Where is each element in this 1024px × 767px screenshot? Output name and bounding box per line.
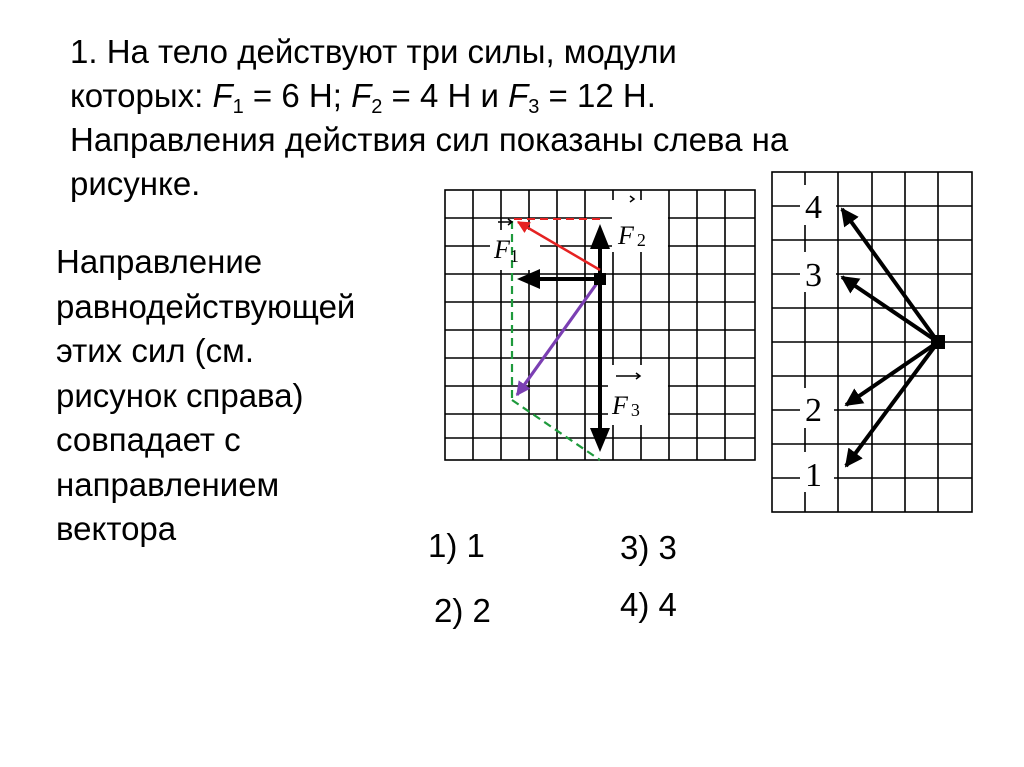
answer-option-1[interactable]: 1) 1 <box>428 527 485 564</box>
problem-line-2-prefix: которых: <box>70 77 213 114</box>
f1-label-letter: F <box>494 235 510 264</box>
green-construction-diagonal <box>512 400 600 460</box>
vector-label-1: 1 <box>805 457 822 494</box>
answer-option-4[interactable]: 4) 4 <box>620 586 677 623</box>
answer-vectors <box>842 209 938 466</box>
vector-label-2: 2 <box>805 392 822 429</box>
f2-index: 2 <box>371 96 383 118</box>
question-line: равнодействующей <box>56 287 356 325</box>
answer-vector-2 <box>846 342 938 405</box>
answer-origin-point <box>931 335 945 349</box>
f1-value: = 6 Н; <box>243 77 352 114</box>
answer-vector-1 <box>846 342 938 466</box>
question-line: совпадает с <box>56 421 241 458</box>
question-line: направлением <box>56 465 280 503</box>
vector-label-3: 3 <box>805 257 822 294</box>
answer-option-2[interactable]: 2) 2 <box>434 592 491 629</box>
f2-symbol: F <box>351 77 372 114</box>
f1-index: 1 <box>232 96 244 118</box>
f3-symbol: F <box>508 77 529 114</box>
answer-vector-4 <box>842 209 938 342</box>
f3-label-index: 3 <box>630 400 640 420</box>
vector-label-4: 4 <box>805 189 822 226</box>
answer-option-3[interactable]: 3) 3 <box>620 529 677 566</box>
f3-value: = 12 Н. <box>539 77 656 114</box>
f3-index: 3 <box>528 96 540 118</box>
question-line: вектора <box>56 510 177 547</box>
problem-line-4: рисунке. <box>70 165 201 202</box>
f1-label-index: 1 <box>509 246 519 266</box>
problem-number: 1. <box>70 33 98 70</box>
f1-symbol: F <box>212 77 233 114</box>
f2-value: = 4 Н и <box>382 77 509 114</box>
force-diagram <box>445 190 755 460</box>
f2-label-letter: F <box>618 221 634 250</box>
answer-diagram <box>772 172 972 512</box>
question-line: этих сил (см. <box>56 332 255 369</box>
f3-arrowhead <box>590 428 610 452</box>
problem-line-1: На тело действуют три силы, модули <box>106 33 677 70</box>
question-line: рисунок справа) <box>56 376 304 414</box>
answer-vector-3 <box>842 277 938 342</box>
f2-label-index: 2 <box>636 230 646 250</box>
f2-arrowhead <box>590 224 610 249</box>
f3-label-letter: F <box>612 391 628 420</box>
question-line: Направление <box>56 243 263 280</box>
f1-overbar <box>498 219 512 225</box>
application-point <box>594 273 606 285</box>
problem-line-3: Направления действия сил показаны слева на <box>70 121 789 158</box>
